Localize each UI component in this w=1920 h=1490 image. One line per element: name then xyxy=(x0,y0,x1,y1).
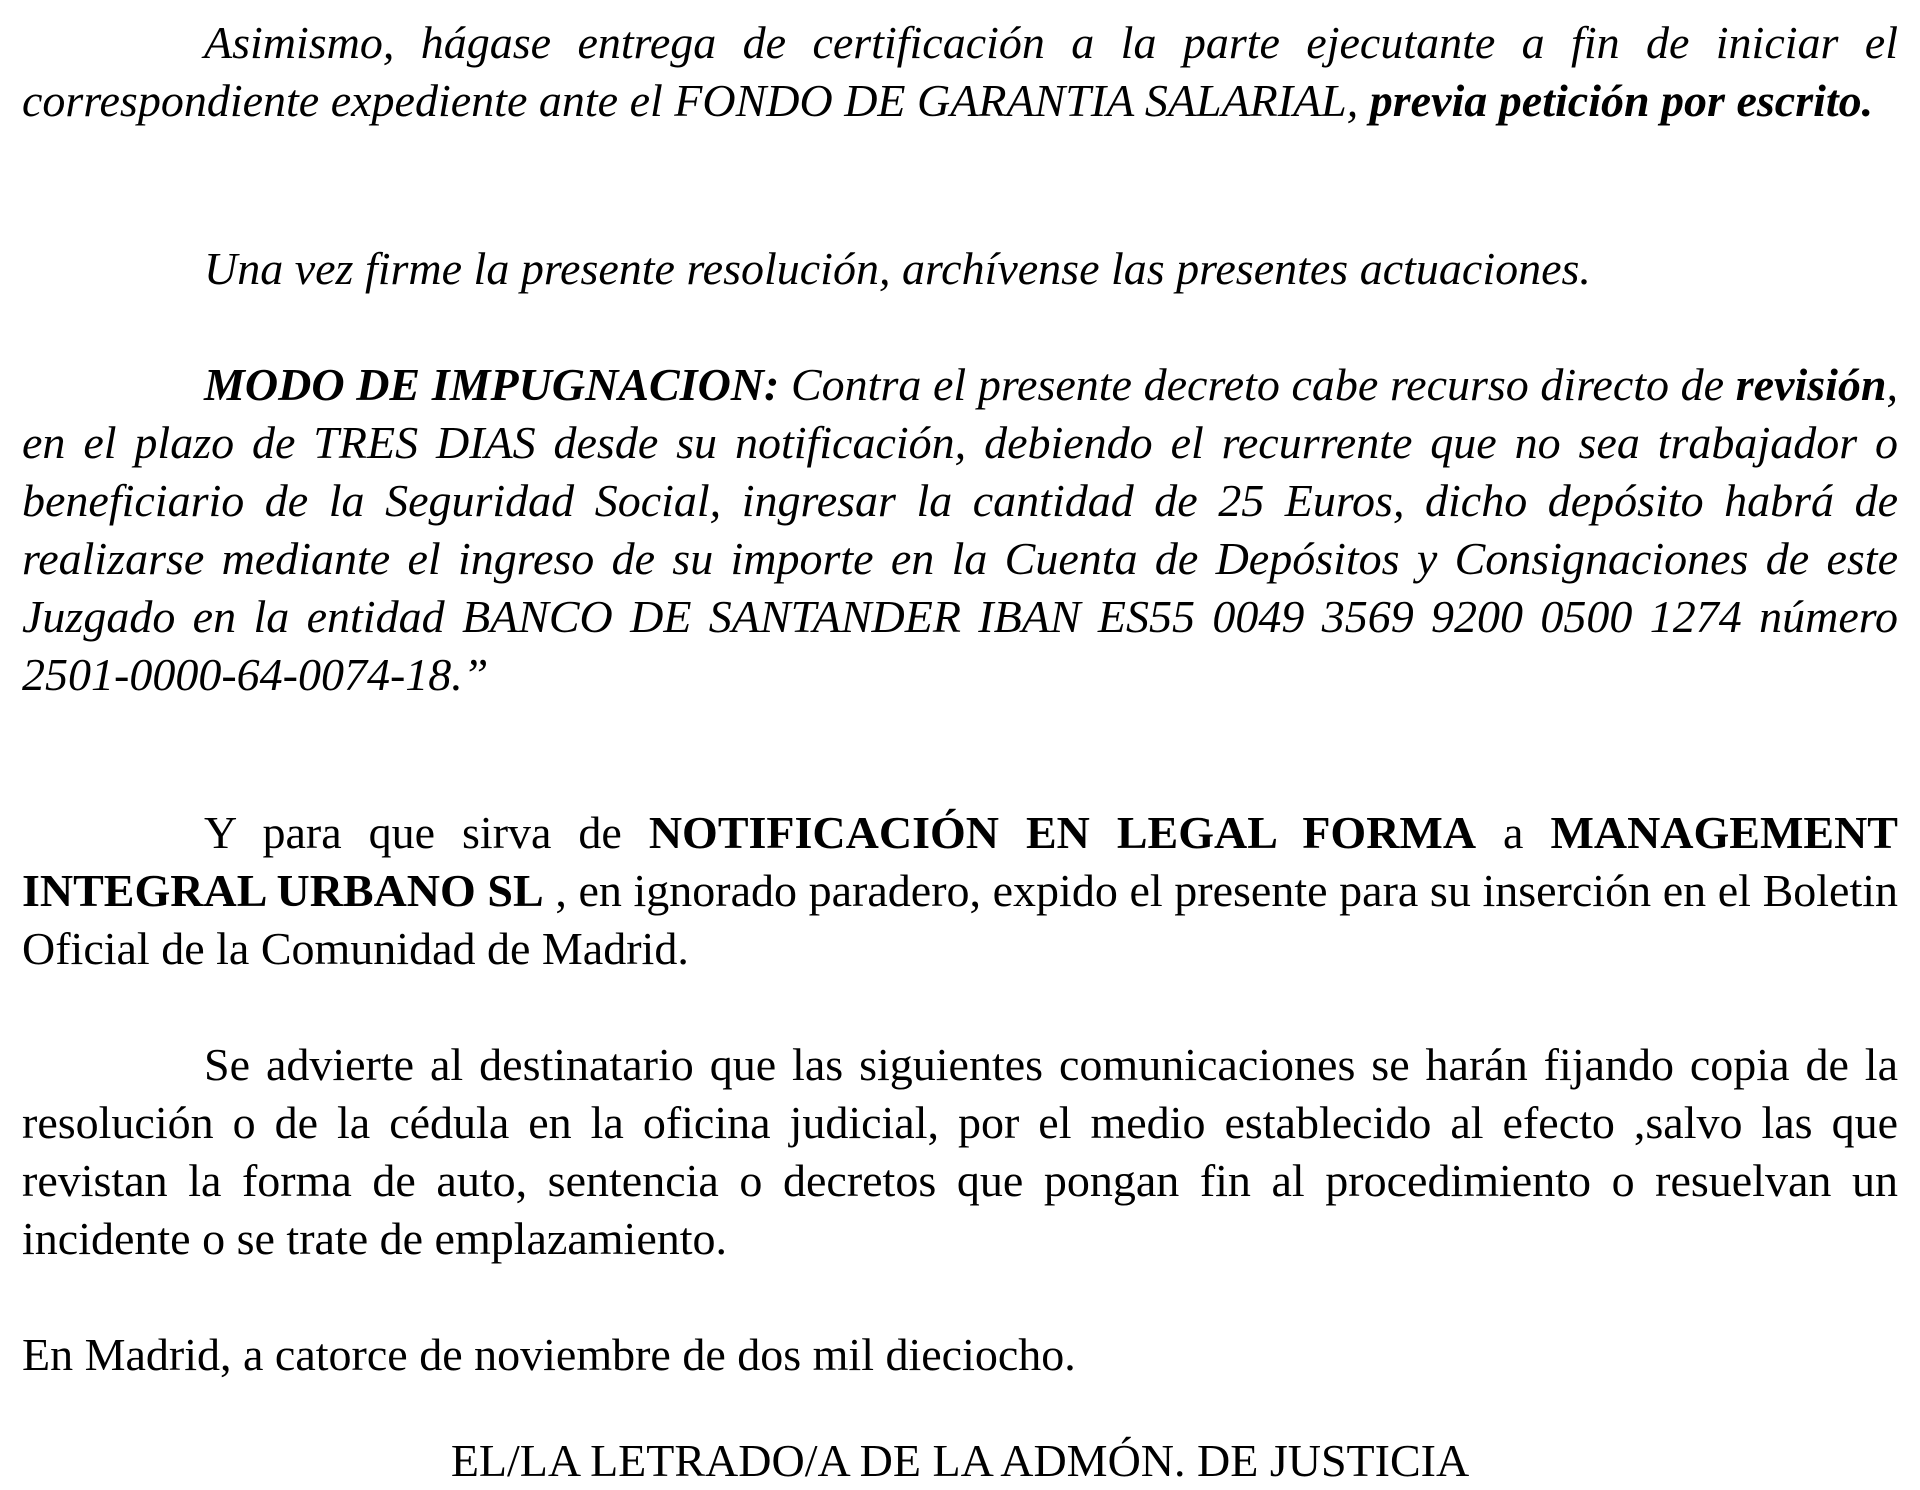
notification-text-c: , en ignorado paradero, expido el presente para su inserción en el Boletin Oficial de la Comunidad de Madrid. xyxy=(22,865,1899,974)
impugnation-heading: MODO DE IMPUGNACION: xyxy=(204,359,780,410)
paragraph-archive xyxy=(22,240,1898,298)
fogasa-bold-request: previa petición por escrito. xyxy=(1369,75,1874,126)
signature-title xyxy=(0,1432,1920,1490)
fogasa-text: Asimismo, hágase entrega de certificación a la parte ejecutante a fin de iniciar el correspondiente expediente ante el FONDO DE GARANTIA SALARIAL, xyxy=(22,17,1898,126)
notification-bold-legal-form: NOTIFICACIÓN EN LEGAL FORMA xyxy=(648,807,1477,858)
paragraph-impugnation xyxy=(22,356,1898,704)
warning-text: Se advierte al destinatario que las siguientes comunicaciones se harán fijando copia de la resolución o de la cédula en la oficina judicial, por el medio establecido al efecto ,salvo las que revistan la forma de auto, sentencia o decretos que pongan fin al procedimiento o resuelvan un incidente o se trate de emplazamiento. xyxy=(22,1039,1898,1264)
archive-text: Una vez firme la presente resolución, archívense las presentes actuaciones. xyxy=(204,243,1591,294)
signature-text: EL/LA LETRADO/A DE LA ADMÓN. DE JUSTICIA xyxy=(450,1435,1470,1486)
impugnation-revision: revisión xyxy=(1735,359,1887,410)
impugnation-text-b: , en el plazo de TRES DIAS desde su notificación, debiendo el recurrente que no sea trabajador o beneficiario de la Seguridad Social, ingresar la cantidad de 25 Euros, dicho depósito habrá de realizarse mediante el ingreso de su importe en la Cuenta de Depósitos y Consignaciones de este Juzgado en la entidad BANCO DE SANTANDER IBAN ES55 0049 3569 9200 0500 1274 número 2501-0000-64-0074-18.” xyxy=(22,359,1899,700)
notification-company: MANAGEMENT INTEGRAL URBANO SL xyxy=(22,807,1898,916)
notification-text-b: a xyxy=(1476,807,1524,858)
date-place-text: En Madrid, a catorce de noviembre de dos mil dieciocho. xyxy=(22,1329,1076,1380)
notification-text-a: Y para que sirva de xyxy=(204,807,649,858)
paragraph-fogasa-certification xyxy=(22,14,1898,130)
paragraph-notification xyxy=(22,804,1898,978)
paragraph-date-place xyxy=(22,1326,1898,1384)
impugnation-text-a: Contra el presente decreto cabe recurso directo de xyxy=(779,359,1736,410)
paragraph-warning xyxy=(22,1036,1898,1268)
